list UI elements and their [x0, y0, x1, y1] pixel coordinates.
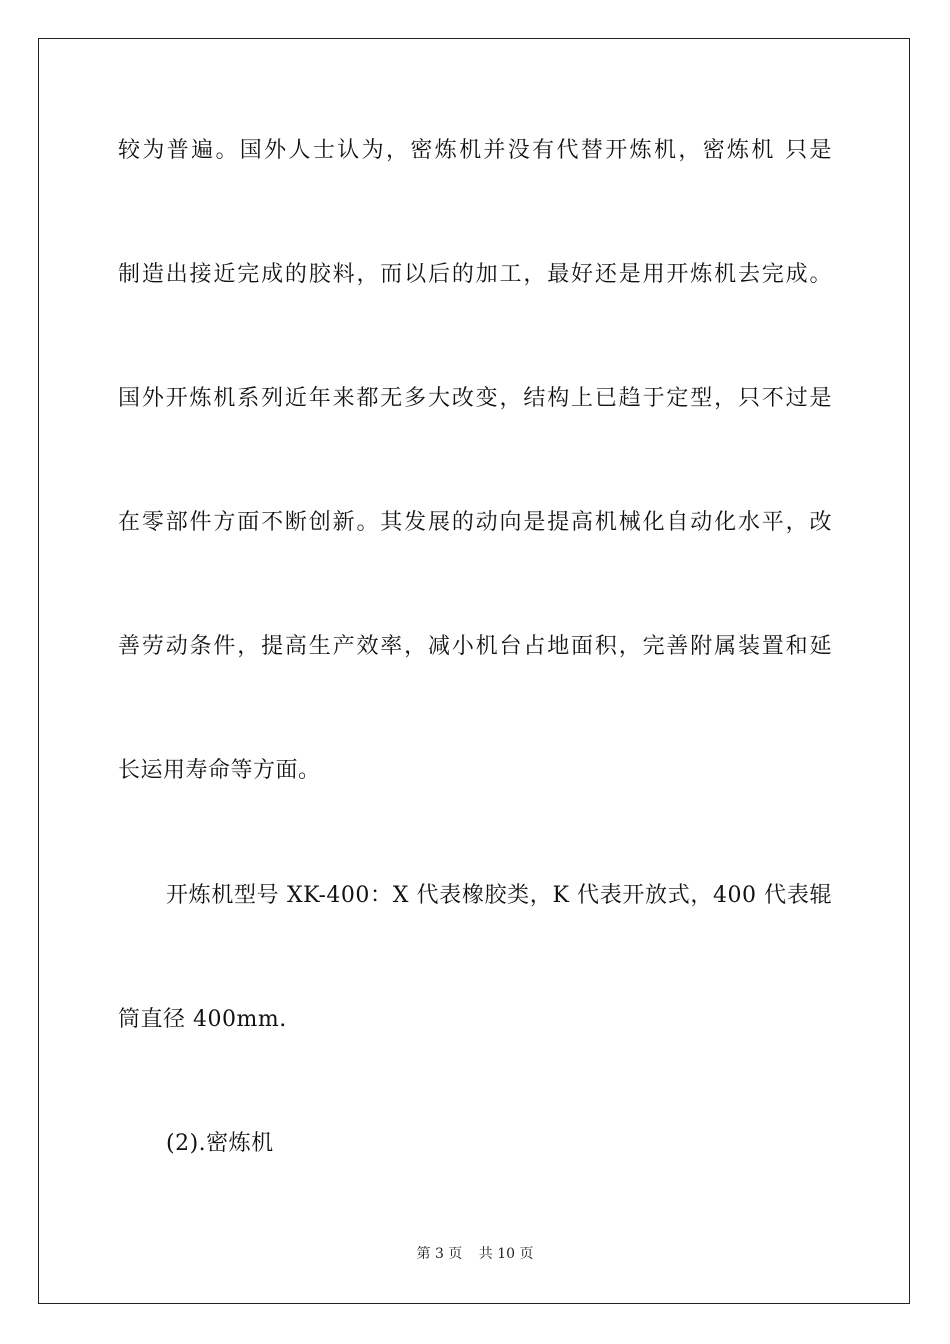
paragraph-line-4: 在零部件方面不断创新。其发展的动向是提高机械化自动化水平，改	[118, 510, 832, 535]
paragraph-line-2: 制造出接近完成的胶料，而以后的加工，最好还是用开炼机去完成。	[118, 262, 832, 287]
paragraph-line-5: 善劳动条件，提高生产效率，减小机台占地面积，完善附属装置和延	[118, 634, 832, 659]
page-border	[38, 38, 910, 1304]
page-number: 第 3 页	[416, 1246, 463, 1262]
section-heading: (2).密炼机	[166, 1131, 274, 1156]
page-footer	[0, 1244, 950, 1264]
paragraph-line-3: 国外开炼机系列近年来都无多大改变，结构上已趋于定型，只不过是	[118, 386, 832, 411]
paragraph-line-6: 长运用寿命等方面。	[118, 758, 321, 783]
paragraph-line-8: 筒直径 400mm.	[118, 1007, 287, 1032]
paragraph-line-7: 开炼机型号 XK-400：X 代表橡胶类，K 代表开放式，400 代表辊	[166, 883, 832, 908]
paragraph-line-1: 较为普遍。国外人士认为，密炼机并没有代替开炼机，密炼机 只是	[118, 138, 832, 163]
page-total: 共 10 页	[478, 1246, 534, 1262]
